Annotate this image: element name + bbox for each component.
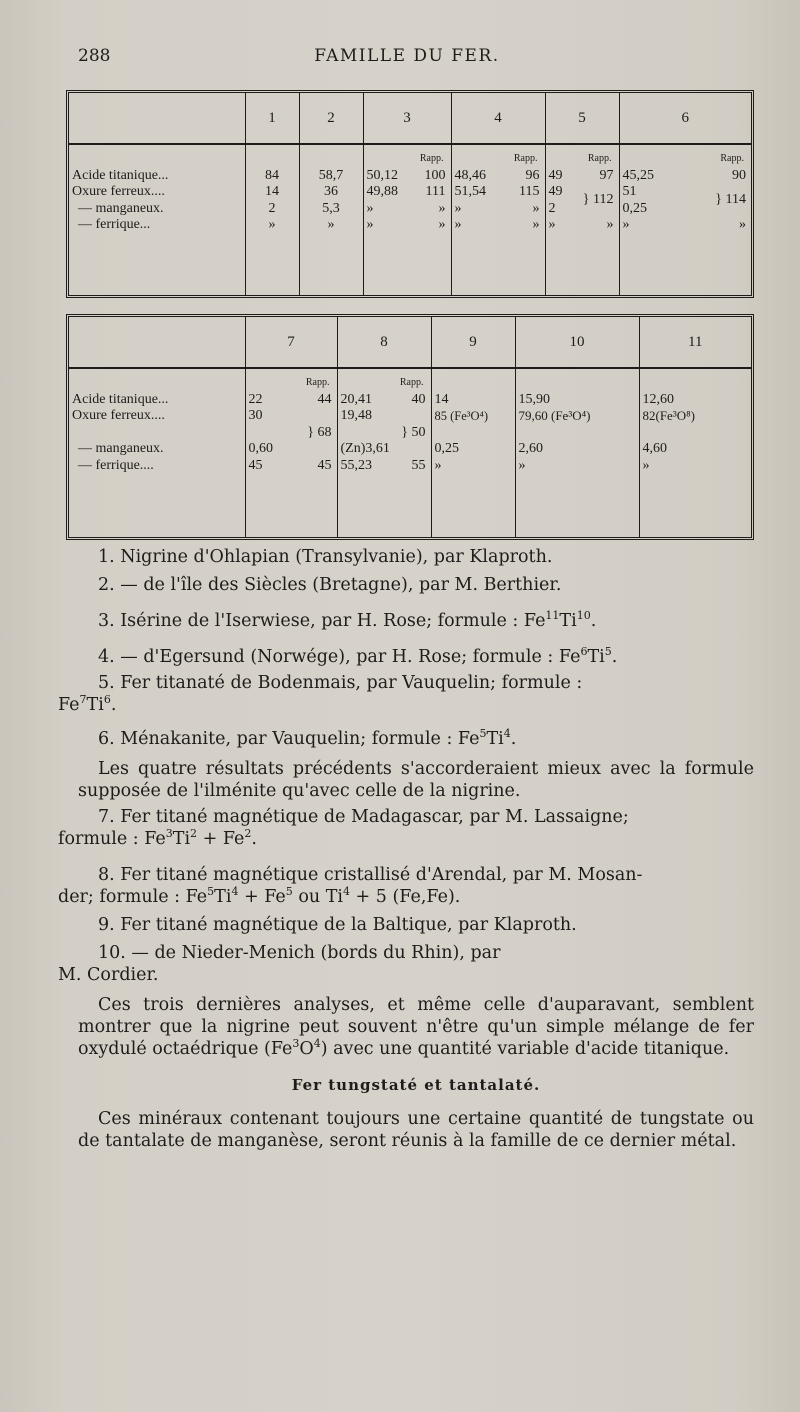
cell: 45 xyxy=(317,457,332,473)
paragraph-conclusion: Ces trois dernières analyses, et même celle d'auparavant, semblent montrer que la nigrine peut souvent n'être qu'un simple mélange de fer oxydulé octaédrique $(Fe^3O^4)$ avec une quantité variable d'acide titanique. xyxy=(78,995,754,1059)
table1-col1-values xyxy=(245,144,299,295)
table1-body-row xyxy=(69,144,751,295)
rapp-label: Rapp. xyxy=(305,377,330,388)
table1-col3-values xyxy=(363,144,451,295)
note-1: 1. Nigrine d'Ohlapian (Transylvanie), par Klaproth. xyxy=(98,547,553,567)
cell: » xyxy=(268,217,276,232)
analysis-table-2 xyxy=(66,314,754,540)
cell: 2 xyxy=(268,200,276,216)
cell: 58,7 xyxy=(318,167,344,183)
cell: 48,46 xyxy=(454,167,486,183)
table2-col-11: 11 xyxy=(639,317,751,368)
section-heading: Fer tungstaté et tantalaté. xyxy=(291,1076,541,1094)
table1-col-1: 1 xyxy=(245,93,299,144)
page-header xyxy=(78,46,736,76)
table1-corner xyxy=(69,93,245,144)
cell: 45,25 xyxy=(622,167,654,183)
body-text xyxy=(58,546,754,1152)
cell: » xyxy=(622,217,630,232)
cell: 40 xyxy=(411,391,426,407)
cell: 15,90 xyxy=(518,391,550,407)
table2-col9-values xyxy=(431,368,515,537)
cell: » xyxy=(548,217,556,232)
rapp-label: Rapp. xyxy=(399,377,424,388)
cell: 12,60 xyxy=(642,391,674,407)
cell: 85 (Fe³O⁴) xyxy=(434,409,489,423)
table2-col10-values xyxy=(515,368,639,537)
note-9: 9. Fer titané magnétique de la Baltique, par Klaproth. xyxy=(98,915,577,935)
paragraph-tungstate: Ces minéraux contenant toujours une certaine quantité de tungstate ou de tantalate de manganèse, seront réunis à la famille de ce dernier métal. xyxy=(78,1109,754,1151)
cell: » xyxy=(606,217,614,232)
cell: 51 xyxy=(622,184,637,199)
cell: 50,12 xyxy=(366,167,398,183)
cell: » xyxy=(438,217,446,232)
cell: 2 xyxy=(548,200,556,216)
cell: 55,23 xyxy=(340,457,372,473)
table2-body-row xyxy=(69,368,751,537)
rapp-label: Rapp. xyxy=(720,153,744,164)
table1-col-5: 5 xyxy=(545,93,619,144)
cell: » xyxy=(366,217,374,232)
table2-corner xyxy=(69,317,245,368)
row-label: — ferrique... xyxy=(78,217,151,232)
row-label: — manganeux. xyxy=(78,441,164,456)
cell: 97 xyxy=(599,167,614,183)
cell: 96 xyxy=(525,167,540,183)
row-label: Oxure ferreux.... xyxy=(72,184,165,199)
cell: 55 xyxy=(411,457,426,473)
row-label: Acide titanique... xyxy=(72,167,169,183)
cell: » xyxy=(454,217,462,232)
cell: 0,60 xyxy=(248,441,273,456)
cell: » xyxy=(518,457,526,473)
table2-col-10: 10 xyxy=(515,317,639,368)
cell: » xyxy=(438,200,446,216)
cell: 20,41 xyxy=(340,391,372,407)
note-7: 7. Fer titané magnétique de Madagascar, par M. Lassaigne; formule : $Fe^3Ti^2 + Fe^2$. xyxy=(58,807,629,849)
cell: 49 xyxy=(548,167,563,183)
cell: 51,54 xyxy=(454,184,486,199)
cell: 90 xyxy=(732,167,746,183)
page-number: 288 xyxy=(78,46,111,66)
cell: » xyxy=(739,217,746,232)
table2-header-row xyxy=(69,317,751,368)
rapp-label: Rapp. xyxy=(513,153,538,164)
cell: 112 xyxy=(593,192,614,207)
cell: (Zn)3,61 xyxy=(340,441,390,456)
cell: 30 xyxy=(248,408,263,423)
cell: » xyxy=(366,200,374,216)
table1-col-3: 3 xyxy=(363,93,451,144)
cell: » xyxy=(327,217,335,232)
cell: 49 xyxy=(548,184,563,199)
cell: 4,60 xyxy=(642,441,667,456)
table1-col2-values xyxy=(299,144,363,295)
cell: 50 xyxy=(411,424,426,440)
cell: 0,25 xyxy=(434,441,459,456)
cell: 84 xyxy=(265,167,279,183)
table1-labels xyxy=(69,144,245,295)
cell: 0,25 xyxy=(622,200,647,216)
cell: 82(Fe³O⁸) xyxy=(642,408,695,423)
cell: 100 xyxy=(424,167,446,183)
row-label: Oxure ferreux.... xyxy=(72,408,165,423)
cell: 14 xyxy=(265,184,279,199)
cell: » xyxy=(434,457,442,473)
row-label: — manganeux. xyxy=(78,200,164,216)
cell: 19,48 xyxy=(340,408,372,423)
table2-labels xyxy=(69,368,245,537)
cell: 44 xyxy=(317,391,332,407)
table1-header-row xyxy=(69,93,751,144)
cell: 49,88 xyxy=(366,184,398,199)
table1-col-4: 4 xyxy=(451,93,545,144)
table2-col11-values xyxy=(639,368,751,537)
table2-col-9: 9 xyxy=(431,317,515,368)
cell: 111 xyxy=(425,184,446,199)
cell: 36 xyxy=(324,184,338,199)
table1-col6-values: Rapp. 45,25 90 51 } 114 0,25 » » xyxy=(619,144,751,295)
cell: » xyxy=(532,217,540,232)
note-5: 5. Fer titanaté de Bodenmais, par Vauquelin; formule : Fe$^7$Ti$^6$. xyxy=(58,673,583,715)
cell: 114 xyxy=(725,192,746,207)
note-8: 8. Fer titané magnétique cristallisé d'Arendal, par M. Mosan- der; formule : $Fe^5Ti^4 + Fe^5$ ou $Ti^4 + 5$ (Fe,Fe). xyxy=(58,865,643,907)
cell: » xyxy=(642,457,650,473)
table1-col-2: 2 xyxy=(299,93,363,144)
cell: 14 xyxy=(434,391,449,407)
note-2: 2. — de l'île des Siècles (Bretagne), par M. Berthier. xyxy=(98,575,562,595)
running-title: FAMILLE DU FER. xyxy=(314,46,500,66)
cell: 5,3 xyxy=(322,200,340,216)
table2-col7-values: Rapp. 22 44 30 } 68 0,60 45 45 xyxy=(245,368,337,537)
cell: 45 xyxy=(248,457,263,473)
table2-col8-values: Rapp. 20,41 40 19,48 } 50 (Zn)3,61 55,23 55 xyxy=(337,368,431,537)
cell: 79,60 (Fe³O⁴) xyxy=(518,408,591,423)
row-label: Acide titanique... xyxy=(72,391,169,407)
table1-col-6: 6 xyxy=(619,93,751,144)
row-label: — ferrique.... xyxy=(78,457,154,473)
table1-col4-values xyxy=(451,144,545,295)
note-10: 10. — de Nieder-Menich (bords du Rhin), par M. Cordier. xyxy=(58,943,501,985)
cell: » xyxy=(532,200,540,216)
note-6: 6. Ménakanite, par Vauquelin; formule : Fe$^5$Ti$^4$. xyxy=(98,727,517,749)
table1-col5-values: Rapp. 49 97 49 } 112 2 » » xyxy=(545,144,619,295)
table2-col-7: 7 xyxy=(245,317,337,368)
rapp-label: Rapp. xyxy=(587,153,612,164)
cell: 2,60 xyxy=(518,441,543,456)
table2-col-8: 8 xyxy=(337,317,431,368)
note-4: 4. — d'Egersund (Norwége), par H. Rose; formule : Fe$^6$Ti$^5$. xyxy=(98,645,618,667)
cell: 115 xyxy=(519,184,540,199)
analysis-table-1 xyxy=(66,90,754,298)
paragraph-comparison: Les quatre résultats précédents s'accorderaient mieux avec la formule supposée de l'ilménite qu'avec celle de la nigrine. xyxy=(78,759,754,801)
note-3: 3. Isérine de l'Iserwiese, par H. Rose; formule : Fe$^{11}$Ti$^{10}$. xyxy=(98,609,597,631)
rapp-label: Rapp. xyxy=(419,153,444,164)
cell: 22 xyxy=(248,391,263,407)
cell: 68 xyxy=(317,424,332,440)
cell: » xyxy=(454,200,462,216)
